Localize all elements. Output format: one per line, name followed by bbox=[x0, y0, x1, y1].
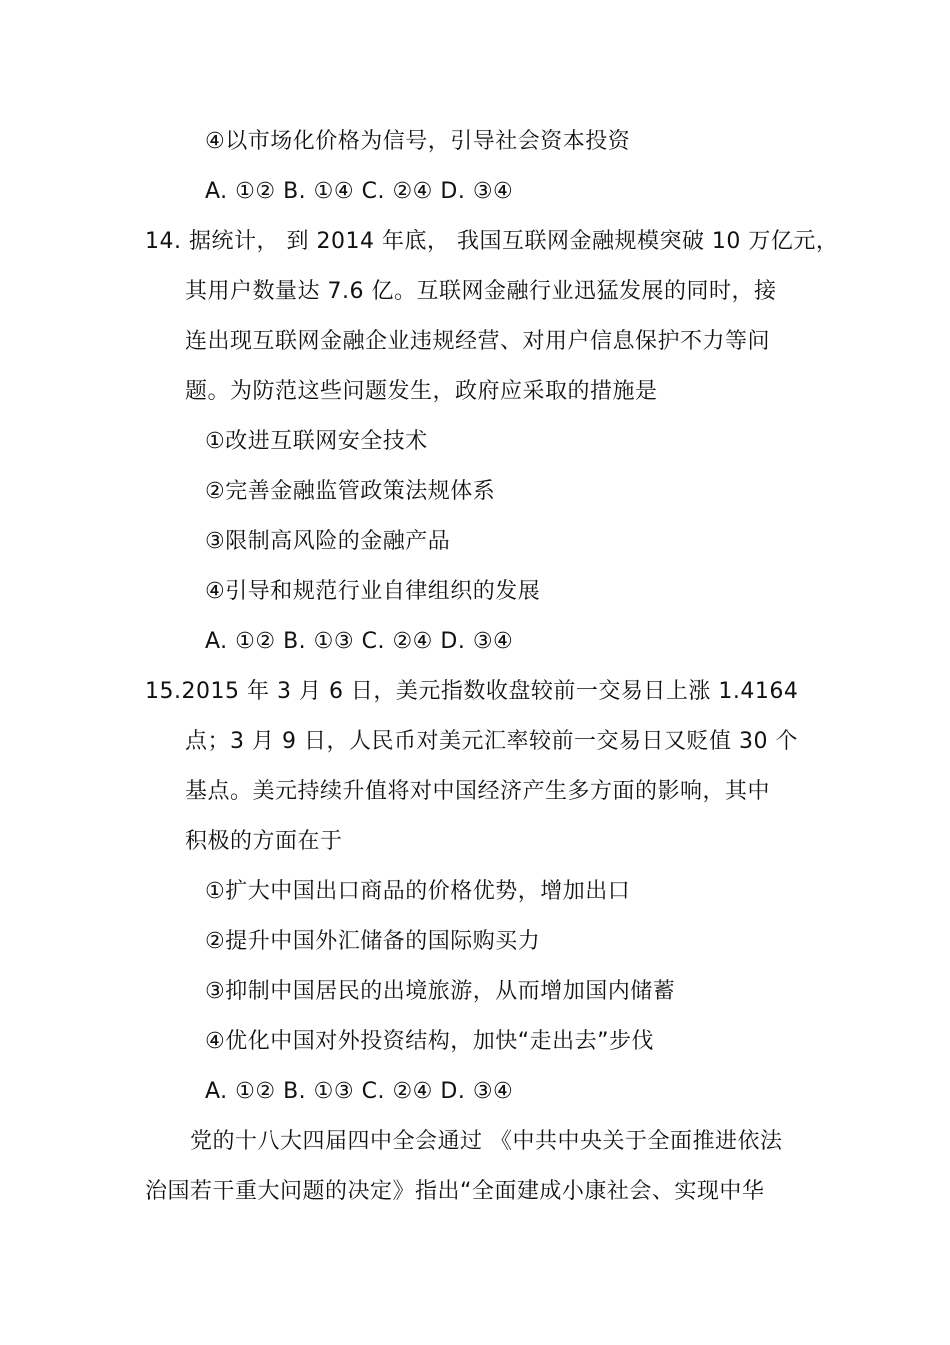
q15-option-3: ③抑制中国居民的出境旅游，从而增加国内储蓄 bbox=[205, 979, 676, 1004]
q15-option-2: ②提升中国外汇储备的国际购买力 bbox=[205, 929, 541, 954]
paragraph-line-2: 治国若干重大问题的决定》指出“全面建成小康社会、实现中华 bbox=[145, 1179, 765, 1204]
q14-option-1: ①改进互联网安全技术 bbox=[205, 429, 428, 454]
q14-option-3: ③限制高风险的金融产品 bbox=[205, 529, 451, 554]
q15-stem-line-2: 点；3 月 9 日，人民币对美元汇率较前一交易日又贬值 30 个 bbox=[185, 729, 798, 754]
q14-answer-choices: A. ①② B. ①③ C. ②④ D. ③④ bbox=[205, 629, 514, 654]
q14-stem-line-3: 连出现互联网金融企业违规经营、对用户信息保护不力等问 bbox=[185, 329, 771, 354]
q13-option-4: ④以市场化价格为信号，引导社会资本投资 bbox=[205, 129, 631, 154]
q13-answer-choices: A. ①② B. ①④ C. ②④ D. ③④ bbox=[205, 179, 514, 204]
q15-stem-line-4: 积极的方面在于 bbox=[185, 829, 343, 854]
q15-stem-line-1: 15.2015 年 3 月 6 日，美元指数收盘较前一交易日上涨 1.4164 bbox=[145, 679, 799, 704]
paragraph-line-1: 党的十八大四届四中全会通过 《中共中央关于全面推进依法 bbox=[190, 1129, 783, 1154]
q14-stem-line-4: 题。为防范这些问题发生，政府应采取的措施是 bbox=[185, 379, 658, 404]
q14-option-2: ②完善金融监管政策法规体系 bbox=[205, 479, 496, 504]
q15-stem-line-3: 基点。美元持续升值将对中国经济产生多方面的影响，其中 bbox=[185, 779, 771, 804]
q15-answer-choices: A. ①② B. ①③ C. ②④ D. ③④ bbox=[205, 1079, 514, 1104]
q15-option-4: ④优化中国对外投资结构，加快“走出去”步伐 bbox=[205, 1029, 655, 1054]
q15-option-1: ①扩大中国出口商品的价格优势，增加出口 bbox=[205, 879, 631, 904]
q14-option-4: ④引导和规范行业自律组织的发展 bbox=[205, 579, 541, 604]
q14-stem-line-1: 14. 据统计， 到 2014 年底， 我国互联网金融规模突破 10 万亿元， bbox=[145, 229, 839, 254]
q14-stem-line-2: 其用户数量达 7.6 亿。互联网金融行业迅猛发展的同时，接 bbox=[185, 279, 777, 304]
